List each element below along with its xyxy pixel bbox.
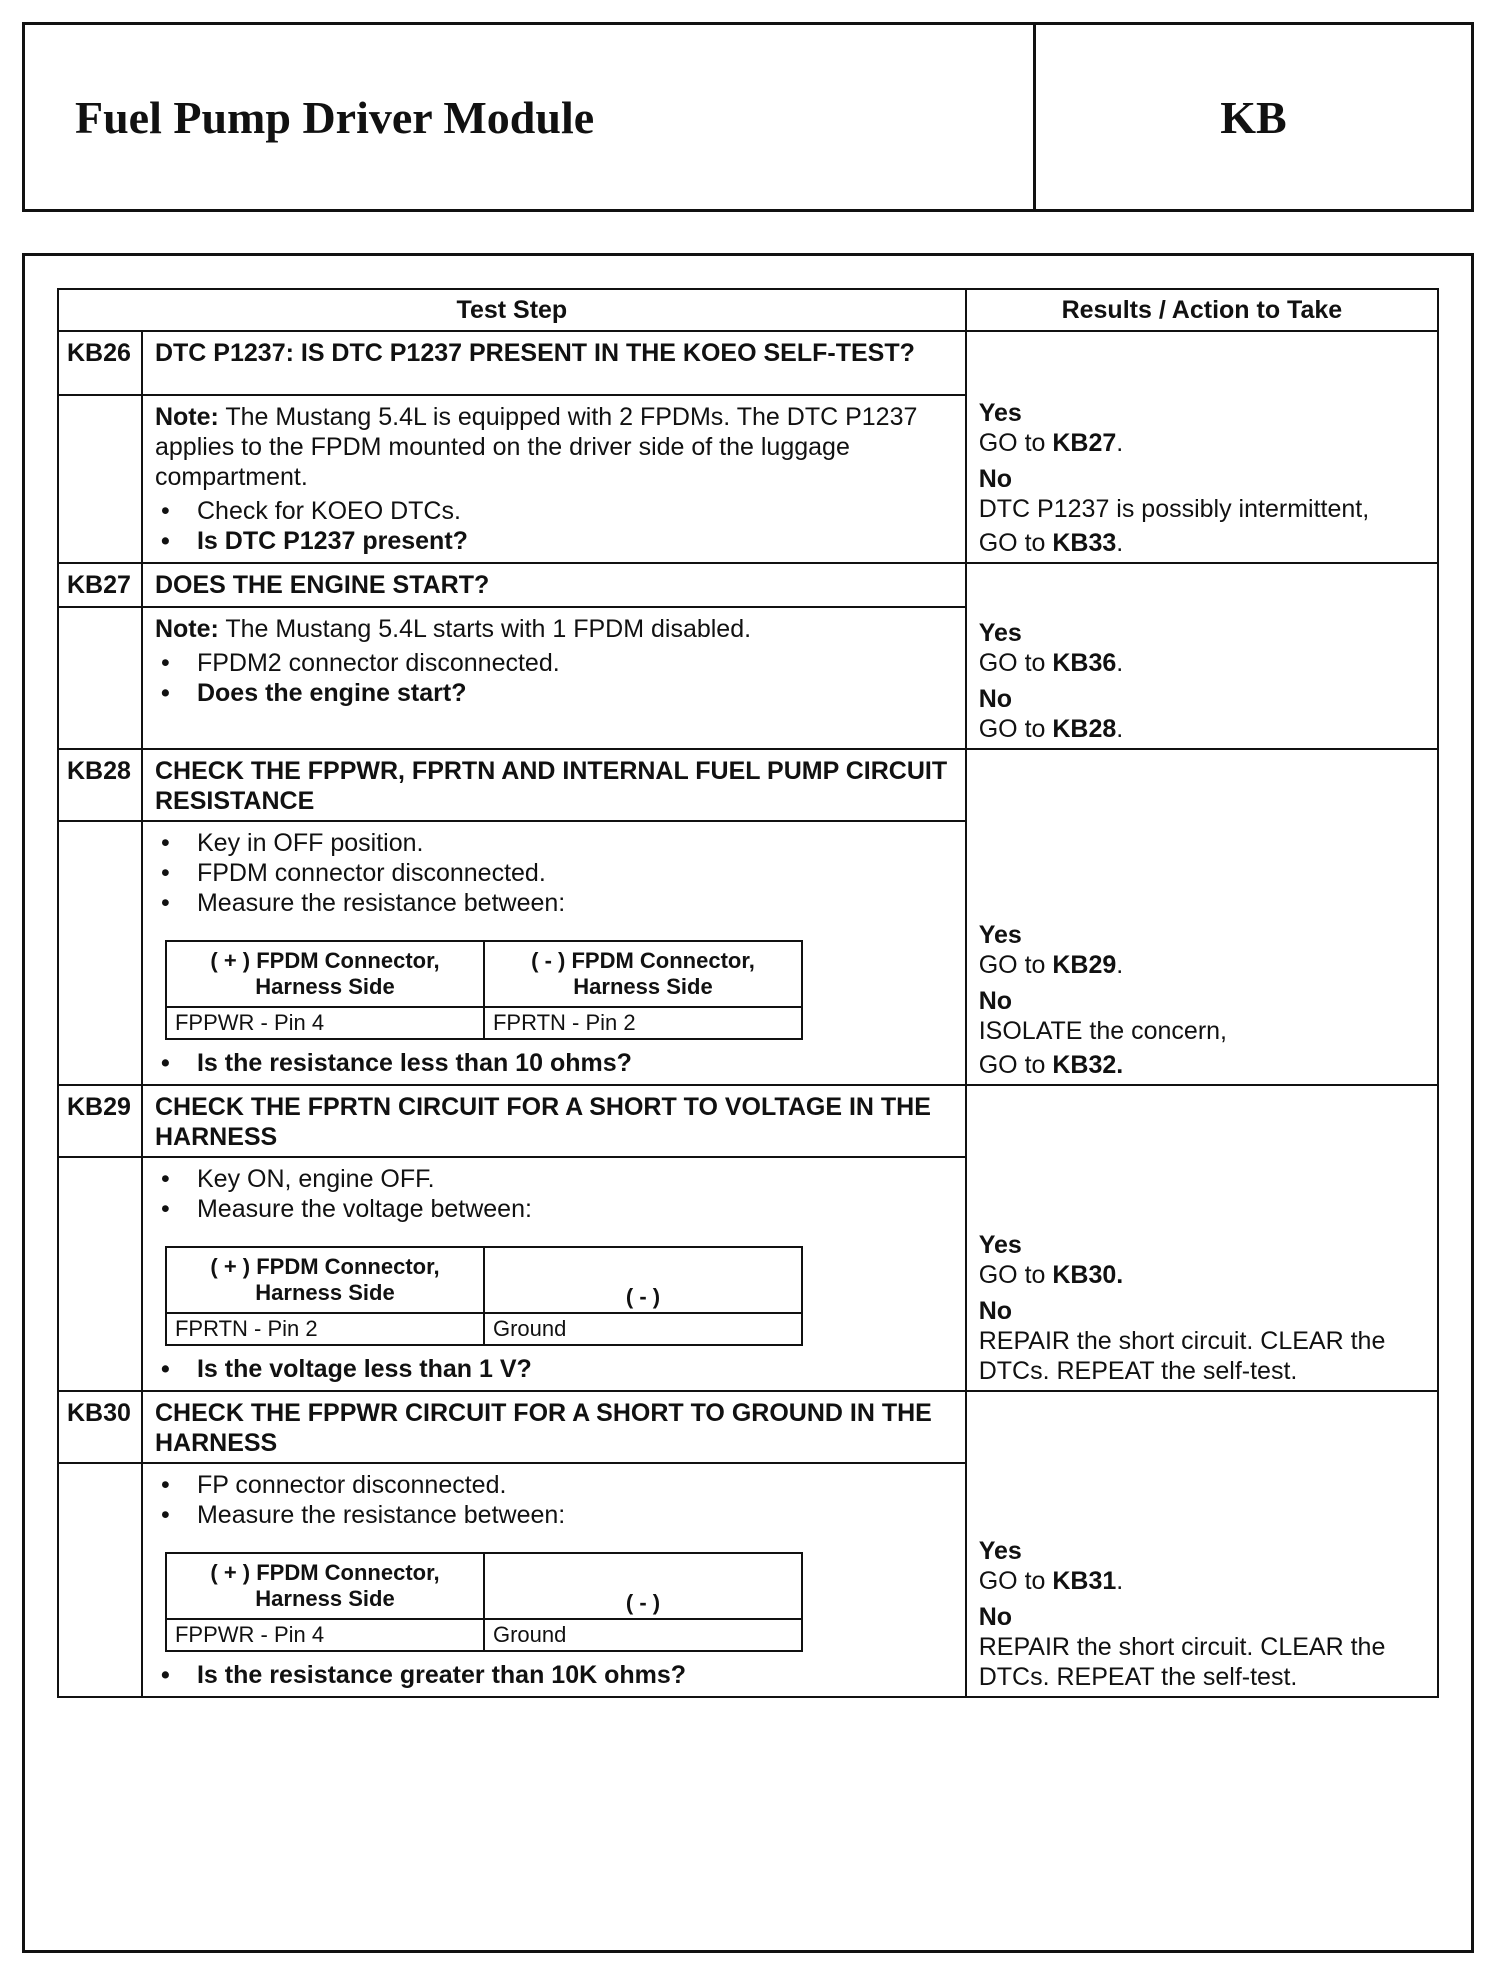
- step-title-row: [58, 563, 1438, 607]
- goto-link[interactable]: KB29: [1052, 951, 1117, 979]
- step-result: [966, 749, 1438, 1085]
- results-header: Results / Action to Take: [966, 289, 1438, 331]
- step-bullet: • Measure the resistance between:: [155, 1500, 955, 1530]
- step-bullet: • Check for KOEO DTCs.: [155, 496, 955, 526]
- test-step-header: Test Step: [58, 289, 966, 331]
- no-label: No: [978, 465, 1013, 493]
- note-text: The Mustang 5.4L is equipped with 2 FPDMs. The DTC P1237 applies to the FPDM mounted on the driver side of the luggage compartment.: [154, 403, 918, 491]
- page-title: Fuel Pump Driver Module: [25, 25, 1036, 209]
- step-body: [142, 821, 966, 1085]
- page-header: [22, 22, 1474, 212]
- step-note: [155, 614, 955, 644]
- no-label: No: [978, 685, 1013, 713]
- step-id: KB27: [58, 563, 142, 607]
- punct: .: [1116, 649, 1124, 677]
- goto-link[interactable]: KB31: [1052, 1567, 1117, 1595]
- step-title: CHECK THE FPRTN CIRCUIT FOR A SHORT TO VOLTAGE IN THE HARNESS: [142, 1085, 966, 1157]
- measure-header-pos: ( + ) FPDM Connector, Harness Side: [166, 941, 484, 1007]
- punct: .: [1116, 715, 1124, 743]
- measurement-table: [165, 1246, 803, 1346]
- step-title-row: [58, 1391, 1438, 1463]
- step-id: KB29: [58, 1085, 142, 1157]
- measure-header-neg: ( - ) FPDM Connector, Harness Side: [484, 941, 802, 1007]
- step-bullet: • Measure the resistance between:: [155, 888, 955, 918]
- no-label: No: [978, 1297, 1013, 1325]
- measurement-table: [165, 940, 803, 1040]
- goto-link[interactable]: KB33: [1052, 529, 1117, 557]
- yes-label: Yes: [978, 619, 1022, 647]
- no-text: REPAIR the short circuit. CLEAR the DTCs. REPEAT the self-test.: [978, 1633, 1386, 1691]
- yes-label: Yes: [978, 1537, 1022, 1565]
- section-code: KB: [1220, 91, 1287, 143]
- step-question: • Is the resistance less than 10 ohms?: [155, 1048, 955, 1078]
- step-id: KB28: [58, 749, 142, 821]
- goto-link[interactable]: KB28: [1052, 715, 1117, 743]
- note-text: The Mustang 5.4L starts with 1 FPDM disabled.: [218, 615, 752, 643]
- step-body: [142, 1157, 966, 1391]
- step-question: • Is the resistance greater than 10K ohms?: [155, 1660, 955, 1690]
- step-bullet: • Key in OFF position.: [155, 828, 955, 858]
- step-body: [142, 1463, 966, 1697]
- goto-link[interactable]: KB30: [1052, 1261, 1117, 1289]
- step-title-row: [58, 331, 1438, 395]
- test-step-table: [57, 288, 1439, 1698]
- goto-text: GO to: [978, 1261, 1053, 1289]
- punct: .: [1116, 529, 1124, 557]
- yes-label: Yes: [978, 1231, 1022, 1259]
- measure-value-neg: Ground: [484, 1313, 802, 1345]
- no-text: REPAIR the short circuit. CLEAR the DTCs. REPEAT the self-test.: [978, 1327, 1386, 1385]
- measure-value-pos: FPPWR - Pin 4: [166, 1007, 484, 1039]
- goto-link[interactable]: KB36: [1052, 649, 1117, 677]
- step-result: [966, 331, 1438, 563]
- step-question: • Is DTC P1237 present?: [155, 526, 955, 556]
- measure-value-neg: Ground: [484, 1619, 802, 1651]
- step-title-row: [58, 749, 1438, 821]
- step-bullet: • Measure the voltage between:: [155, 1194, 955, 1224]
- table-header-row: [58, 289, 1438, 331]
- step-title: DOES THE ENGINE START?: [142, 563, 966, 607]
- step-title: DTC P1237: IS DTC P1237 PRESENT IN THE KOEO SELF-TEST?: [142, 331, 966, 395]
- punct: .: [1116, 1051, 1124, 1079]
- measure-value-pos: FPRTN - Pin 2: [166, 1313, 484, 1345]
- step-title: CHECK THE FPPWR, FPRTN AND INTERNAL FUEL PUMP CIRCUIT RESISTANCE: [142, 749, 966, 821]
- goto-text: GO to: [978, 429, 1053, 457]
- yes-label: Yes: [978, 399, 1022, 427]
- step-question: • Does the engine start?: [155, 678, 955, 708]
- step-result: [966, 1085, 1438, 1391]
- goto-text: GO to: [978, 1051, 1053, 1079]
- no-label: No: [978, 987, 1013, 1015]
- no-text: ISOLATE the concern,: [978, 1017, 1228, 1045]
- no-text: DTC P1237 is possibly intermittent,: [978, 495, 1370, 523]
- note-label: Note:: [154, 615, 219, 643]
- step-title-row: [58, 1085, 1438, 1157]
- step-body: [142, 395, 966, 563]
- step-body: [142, 607, 966, 749]
- goto-link[interactable]: KB27: [1052, 429, 1117, 457]
- step-bullet: • FP connector disconnected.: [155, 1470, 955, 1500]
- step-title: CHECK THE FPPWR CIRCUIT FOR A SHORT TO GROUND IN THE HARNESS: [142, 1391, 966, 1463]
- step-bullet: • FPDM connector disconnected.: [155, 858, 955, 888]
- step-result: [966, 563, 1438, 749]
- goto-text: GO to: [978, 1567, 1053, 1595]
- punct: .: [1116, 429, 1124, 457]
- step-bullet: • FPDM2 connector disconnected.: [155, 648, 955, 678]
- measure-header-pos: ( + ) FPDM Connector, Harness Side: [166, 1247, 484, 1313]
- punct: .: [1116, 951, 1124, 979]
- goto-text: GO to: [978, 715, 1053, 743]
- goto-link[interactable]: KB32: [1052, 1051, 1117, 1079]
- measure-header-neg: ( - ): [484, 1247, 802, 1313]
- step-result: [966, 1391, 1438, 1697]
- punct: .: [1116, 1261, 1124, 1289]
- measure-value-pos: FPPWR - Pin 4: [166, 1619, 484, 1651]
- measure-header-neg: ( - ): [484, 1553, 802, 1619]
- no-label: No: [978, 1603, 1013, 1631]
- note-label: Note:: [154, 403, 219, 431]
- punct: .: [1116, 1567, 1124, 1595]
- step-question: • Is the voltage less than 1 V?: [155, 1354, 955, 1384]
- step-id: KB26: [58, 331, 142, 395]
- yes-label: Yes: [978, 921, 1022, 949]
- measure-header-pos: ( + ) FPDM Connector, Harness Side: [166, 1553, 484, 1619]
- step-bullet: • Key ON, engine OFF.: [155, 1164, 955, 1194]
- goto-text: GO to: [978, 951, 1053, 979]
- goto-text: GO to: [978, 649, 1053, 677]
- measure-value-neg: FPRTN - Pin 2: [484, 1007, 802, 1039]
- measurement-table: [165, 1552, 803, 1652]
- goto-text: GO to: [978, 529, 1053, 557]
- step-id: KB30: [58, 1391, 142, 1463]
- step-note: [155, 402, 955, 492]
